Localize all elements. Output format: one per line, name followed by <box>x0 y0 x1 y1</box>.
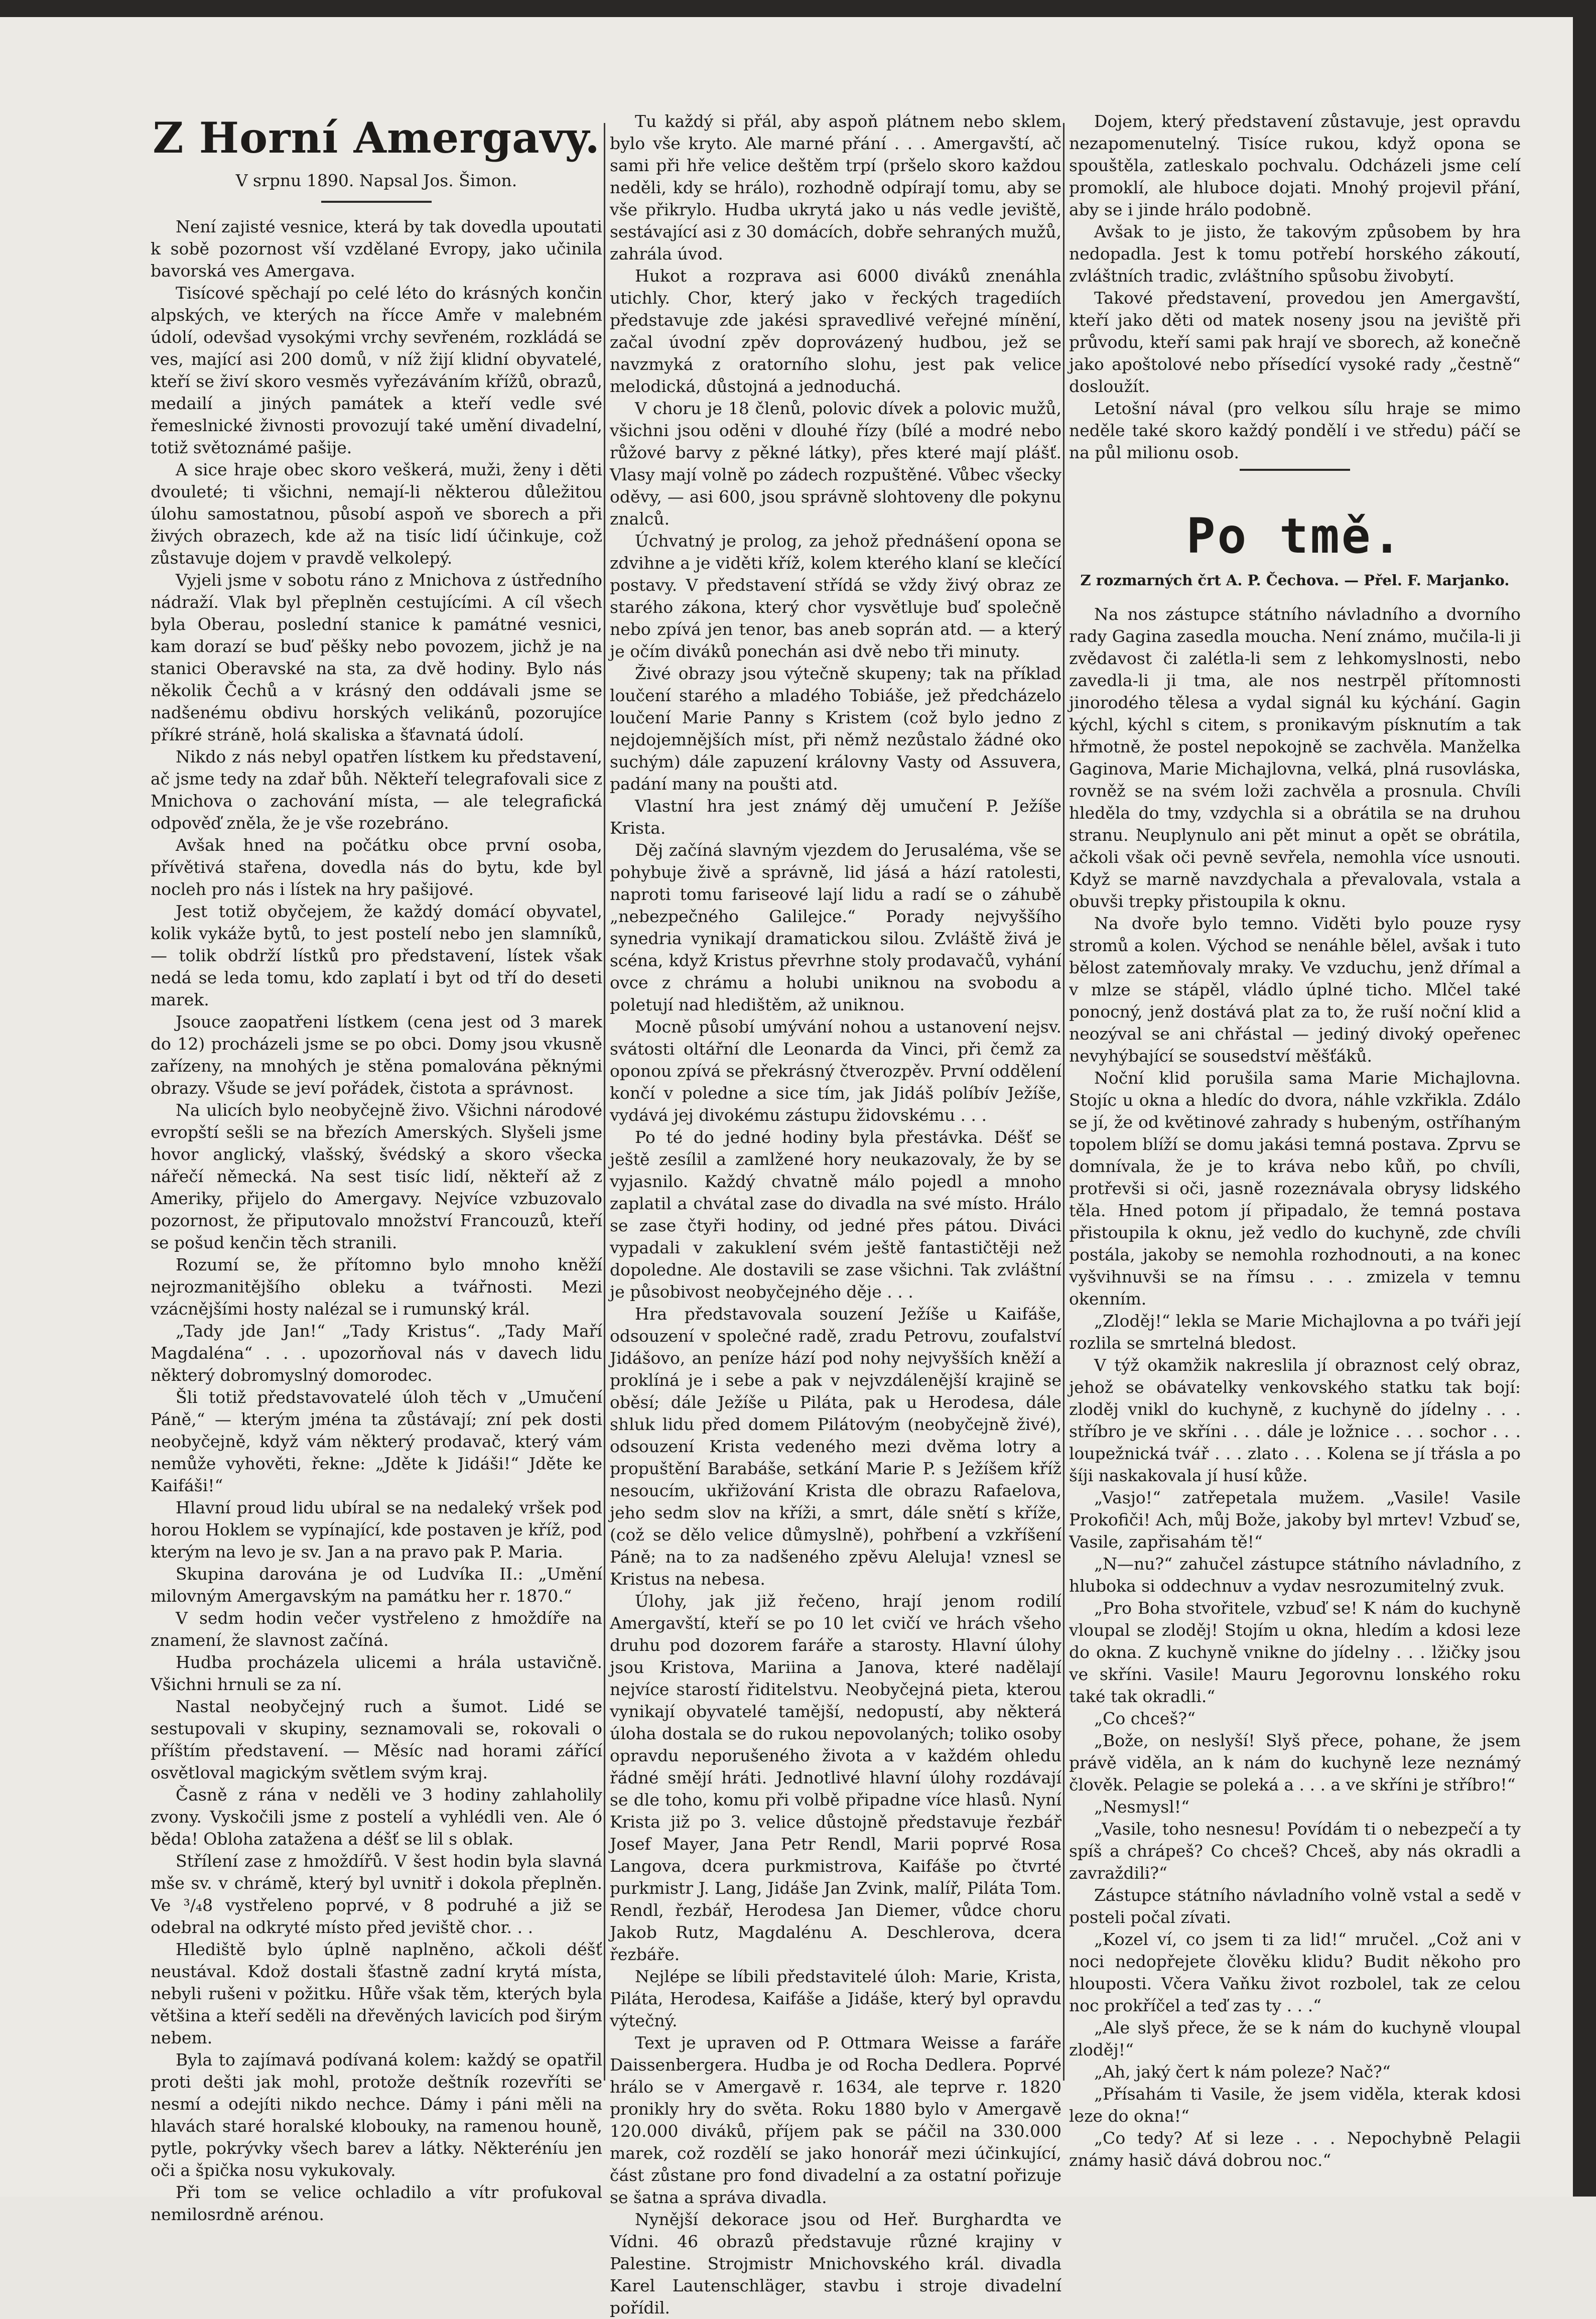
article-title: Z Horní Amergavy. <box>153 113 600 163</box>
paragraph: „Vasjo!“ zatřepetala mužem. „Vasile! Vasile Prokofiči! Ach, můj Bože, jakoby byl mrtev! Vzbuď se, Vasile, zapřisahám tě!“ <box>1069 1488 1521 1552</box>
paragraph: Dojem, který představení zůstavuje, jest opravdu nezapomenutelný. Tisíce rukou, když opona se spouštěla, zatleskalo pochvalu. Odcházeli jsme celí promoklí, ale hluboce dojati. Mnohý projevil přání, aby se i jinde hrálo podobně. <box>1069 111 1521 219</box>
article-byline: V srpnu 1890. Napsal Jos. Šimon. <box>235 171 517 190</box>
second-article-body <box>1069 603 1521 2171</box>
paragraph: V choru je 18 členů, polovic dívek a polovic mužů, všichni jsou oděni v dlouhé řízy (bílé a modré nebo růžové barvy z pěkné látky), přes které mají plášť. Vlasy mají volně po zádech rozpuštěné. Vůbec všecky oděvy, — asi 600, jsou správně slohtoveny dle pokynu znalců. <box>610 399 1061 529</box>
paragraph: Nejlépe se líbili představitelé úloh: Marie, Krista, Piláta, Herodesa, Kaifáše a Jidáše, který byl opravdu výtečný. <box>610 1967 1061 2030</box>
paragraph: Hukot a rozprava asi 6000 diváků znenáhla utichly. Chor, který jako v řeckých tragediích představuje zde jakési spravedlivé veřejné mínění, začal úvodní zpěv doprovázený hudbou, jež se navzmyká z oratorního slohu, jest pak velice melodická, důstojná a jednoduchá. <box>610 266 1061 396</box>
paragraph: „Bože, on neslyší! Slyš přece, pohane, že jsem právě viděla, an k nám do kuchyně leze neznámý člověk. Pelagie se poleká a . . . a ve skříni je stříbro!“ <box>1069 1731 1521 1794</box>
paragraph: Takové představení, provedou jen Amergavští, kteří jako děti od matek noseny jsou na jeviště při průvodu, kteří sami pak hrají ve sborech, až konečně jako apoštolové nebo přísedící vysoké rady „čestně“ dosloužít. <box>1069 288 1521 396</box>
paragraph: Úlohy, jak již řečeno, hrají jenom rodilí Amergavští, kteří se po 10 let cvičí ve hrách všeho druhu pod dozorem faráře a starosty. Hlavní úlohy jsou Kristova, Mariina a Janova, které nadělají nejvíce starostí řiditelstvu. Neobyčejná pieta, kterou vynikají obyvatelé tamější, nedopustí, aby některá úloha dostala se do rukou nepovolaných; toliko osoby opravdu neporušeného života a v každém ohledu řádné smějí hráti. Jednotlivé hlavní úlohy rozdávají se dle toho, komu při volbě připadne více hlasů. Nyní Krista již po 3. velice důstojně představuje řezbář Josef Mayer, Jana Petr Rendl, Marii poprvé Rosa Langova, dcera purkmistrova, Kaifáše po čtvrté purkmistr J. Lang, Jidáše Jan Zvink, malíř, Piláta Tom. Rendl, řezbář, Herodesa Jan Diemer, vůdce choru Jakob Rutz, Magdalénu A. Deschlerova, dcera řezbáře. <box>610 1591 1061 1964</box>
paragraph: „Pro Boha stvořitele, vzbuď se! K nám do kuchyně vloupal se zloděj! Stojím u okna, hledím a kdosi leze do okna. Z kuchyně vnikne do jídelny . . . lžičky jsou ve skříni. Vasile! Mauru Jegorovnu lonského roku také tak okradli.“ <box>1069 1598 1521 1706</box>
scan-border-top <box>0 0 1596 17</box>
article-body <box>151 216 602 2226</box>
paragraph: Nikdo z nás nebyl opatřen lístkem ku představení, ač jsme tedy na zdař bůh. Někteří telegrafovali sice z Mnichova o zachování místa, — ale telegrafická odpověď zněla, že je vše rozebráno. <box>151 747 602 833</box>
paragraph: Hlavní proud lidu ubíral se na nedaleký vršek pod horou Hoklem se vypínající, kde postaven je kříž, pod kterým na levo je sv. Jan a na pravo pak P. Maria. <box>151 1498 602 1562</box>
paragraph: Šli totiž představovatelé úloh těch v „Umučení Páně,“ — kterým jména ta zůstávají; zní pek dosti neobyčejně, když vám některý prodavač, který vám nemůže vyhověti, řekne: „Jděte k Jidáši!“ Jděte ke Kaifáši!“ <box>151 1387 602 1495</box>
paragraph: Na ulicích bylo neobyčejně živo. Všichni národové evropští sešli se na březích Amerských. Slyšeli jsme hovor anglický, vlašský, švédský a skoro všecka nářečí německá. Na sest tisíc lidí, někteří až z Ameriky, přijelo do Amergavy. Nejvíce vzbuzovalo pozornost, že připutovalo množství Francouzů, kteří se pošud kenčin těch stranili. <box>151 1100 602 1252</box>
paragraph: Zástupce státního návladního volně vstal a sedě v posteli počal zívati. <box>1069 1885 1521 1927</box>
paragraph: „Vasile, toho nesnesu! Povídám ti o nebezpečí a ty spíš a chrápeš? Co chceš? Chceš, aby nás okradli a zavraždili?“ <box>1069 1819 1521 1883</box>
second-article-byline: Z rozmarných črt A. P. Čechova. — Přel. F. Marjanko. <box>1080 572 1510 589</box>
paragraph: „Co chceš?“ <box>1094 1709 1195 1728</box>
paragraph: Vyjeli jsme v sobotu ráno z Mnichova z ústředního nádraží. Vlak byl přeplněn cestujícími. A cíl všech byla Oberau, poslední stanice k památné vesnici, kam dorazí se buď pěšky nebo povozem, jichž je na stanici Oberavské na sta, za dvě hodiny. Bylo nás několik Čechů a v krásný den oddávali jsme se nadšenému obdivu horských velikánů, pozorujíce příkré stráně, holá skaliska a šťavnatá údolí. <box>151 570 602 744</box>
paragraph: Nastal neobyčejný ruch a šumot. Lidé se sestupovali v skupiny, seznamovali se, rokovali o příštím představení. — Měsíc nad horami zářící osvětloval magickým světlem svým kraj. <box>151 1697 602 1782</box>
paragraph: Byla to zajímavá podívaná kolem: každý se opatřil proti dešti jak mohl, protože deštník rozevříti se nesmí a odejíti nikdo nechce. Dámy i páni měli na hlavách staré horalské klobouky, na ramenou houně, pytle, pokrývky všech barev a látky. Některéníu jen oči a špička nosu vykukovaly. <box>151 2050 602 2180</box>
paragraph: Po té do jedné hodiny byla přestávka. Déšť se ještě zesílil a zamlžené hory neukazovaly, že by se vyjasnilo. Každý chvatně málo pojedl a mnoho zaplatil a chvátal zase do divadla na své místo. Hrálo se zase čtyři hodiny, od jedné přes pátou. Diváci vypadali v zakuklení svém ještě fantastičtěji než dopoledne. Ale dostavili se zase všichni. Tak zvláštní je působivost neobyčejného děje . . . <box>610 1127 1061 1302</box>
paragraph: Není zajisté vesnice, která by tak dovedla upoutati k sobě pozornost vší vzdělané Evropy, jako učinila bavorská ves Amergava. <box>151 217 602 281</box>
article-body-continued <box>610 110 1061 2319</box>
paragraph: Avšak hned na počátku obce první osoba, přívětivá stařena, dovedla nás do bytu, kde byl nocleh pro nás i lístek na hry pašijové. <box>151 835 602 899</box>
article-divider <box>1240 469 1350 471</box>
column-1 <box>151 110 602 2224</box>
paragraph: Na dvoře bylo temno. Viděti bylo pouze rysy stromů a kolen. Východ se nenáhle bělel, avšak i tuto bělost zatemňovaly mraky. Ve vzduchu, jenž dřímal a v mlze se stápěl, vládlo úplné ticho. Mlčel také ponocný, jenž dostává plat za to, že ruší noční klid a neozýval se ani chřástal — jediný divoký opeřenec nevyhýbající se sousedství měšťáků. <box>1069 914 1521 1066</box>
scan-border-right <box>1573 0 1596 2197</box>
paragraph: Při tom se velice ochladilo a vítr profukoval nemilosrdně arénou. <box>151 2182 602 2224</box>
paragraph: „Ale slyš přece, že se k nám do kuchyně vloupal zloděj!“ <box>1069 2018 1521 2059</box>
paragraph: Živé obrazy jsou výtečně skupeny; tak na příklad loučení starého a mladého Tobiáše, jež předcházelo loučení Marie Panny s Kristem (což bylo jedno z nejdojemnějších míst, při němž nezůstalo žádné oko suchým) dále zapuzení královny Vasty od Assuvera, padání many na poušti atd. <box>610 664 1061 794</box>
second-article-title: Po tmě. <box>1186 508 1404 564</box>
paragraph: Úchvatný je prolog, za jehož přednášení opona se zdvihne a je viděti kříž, kolem kterého klaní se klečící postavy. V představení střídá se vždy živý obraz ze starého zákona, který chor vysvětluje buď společně nebo zpívá jen tenor, bas aneb soprán atd. — a který je očím diváků ponechán asi dvě nebo tři minuty. <box>610 531 1061 661</box>
paragraph: Hra představovala souzení Ježíše u Kaifáše, odsouzení v společné radě, zradu Petrovu, zoufalství Jidášovo, an peníze hází pod nohy nejvyšších kněží a proklíná je i sebe a pak v nejvzdálenější krajině se oběsí; dále Ježíše u Piláta, pak u Herodesa, dále shluk lidu před domem Pilátovým (neobyčejně živé), odsouzení Krista vedeného mezi dvěma lotry a propuštění Barabáše, setkání Marie P. s Ježíšem kříž nesoucím, ukřižování Krista dle obrazu Rafaelova, jeho sedm slov na kříži, a smrt, dále snětí s kříže, (což se dělo velice důmyslně), pohřbení a vzkříšení Páně; na to za nadšeného zpěvu Aleluja! vznesl se Kristus na nebesa. <box>610 1304 1061 1589</box>
paragraph: Skupina darována je od Ludvíka II.: „Umění milovným Amergavským na památku her r. 1870.“ <box>151 1564 602 1606</box>
paragraph: „N—nu?“ zahučel zástupce státního návladního, z hluboka si oddechnuv a vydav nesrozumitelný zvuk. <box>1069 1554 1521 1596</box>
paragraph: Rozumí se, že přítomno bylo mnoho kněží nejrozmanitějšího obleku a tvářnosti. Mezi vzácnějšími hosty nalézal se i rumunský král. <box>151 1255 602 1319</box>
title-divider <box>321 201 432 203</box>
paragraph: Mocně působí umývání nohou a ustanovení nejsv. svátosti oltářní dle Leonarda da Vinci, při čemž za oponou zpívá se překrásný čtverozpěv. První oddělení končí v poledne a sice tím, jak Jidáš políbív Ježíše, vydává jej divokému zástupu židovskému . . . <box>610 1017 1061 1125</box>
paragraph: Děj začíná slavným vjezdem do Jerusaléma, vše se pohybuje živě a správně, lid jásá a hází ratolesti, naproti tomu fariseové lají lidu a radí se o záhubě „nebezpečného Galilejce.“ Porady nejvyššího synedria vynikají dramatickou silou. Zvláště živá je scéna, když Kristus převrhne stoly prodavačů, vyhání ovce z chrámu a holubi uniknou na svobodu a poletují nad hledištěm, až uniknou. <box>610 840 1061 1014</box>
paragraph: Nynější dekorace jsou od Heř. Burghardta ve Vídni. 46 obrazů představuje různé krajiny v Palestine. Strojmistr Mnichovského král. divadla Karel Lautenschläger, stavbu i stroje divadelní pořídil. <box>610 2210 1061 2317</box>
paragraph: Jsouce zaopatřeni lístkem (cena jest od 3 marek do 12) procházeli jsme se po obci. Domy jsou vkusně zařízeny, na mnohých je stěna pomalována pěknými obrazy. Všude se jeví pořádek, čistota a správnost. <box>151 1012 602 1098</box>
column-3 <box>1069 110 1521 2170</box>
paragraph: „Nesmysl!“ <box>1094 1797 1189 1817</box>
paragraph: „Tady jde Jan!“ „Tady Kristus“. „Tady Maří Magdaléna“ . . . upozorňoval nás v davech lidu některý dobromyslný domorodec. <box>151 1321 602 1385</box>
paragraph: Střílení zase z hmoždířů. V šest hodin byla slavná mše sv. v chrámě, který byl uvnitř i dokola přeplněn. Ve ³/₄8 vystřeleno poprvé, v 8 podruhé a již se odebral na odkryté místo před jeviště chor. . . <box>151 1851 602 1937</box>
paragraph: „Přísahám ti Vasile, že jsem viděla, kterak kdosi leze do okna!“ <box>1069 2084 1521 2126</box>
paragraph: Noční klid porušila sama Marie Michajlovna. Stojíc u okna a hledíc do dvora, náhle vzkřikla. Zdálo se jí, že od květinové zahrady s hubeným, ostříhaným topolem blíží se domu jakási temná postava. Zprvu se domnívala, že je to kráva nebo kůň, po chvíli, protřevši si oči, jasně rozeznávala obrysy lidského těla. Hned potom jí připadalo, že temná postava přistoupila k oknu, jež vedlo do kuchyně, zde chvíli postála, jakoby se nemohla rozhodnouti, a na konec vyšvihnuvši se na římsu . . . zmizela v temnu okenním. <box>1069 1068 1521 1309</box>
column-rule-left <box>604 123 605 2081</box>
paragraph: Jest totiž obyčejem, že každý domácí obyvatel, kolik vykáže bytů, to jest postelí nebo jen slamníků, — tolik obdrží lístků pro představení, lístek však nedá se leda tomu, kdo zaplatí i byt od tří do deseti marek. <box>151 901 602 1009</box>
paragraph: Hlediště bylo úplně naplněno, ačkoli déšť neustával. Kdož dostali šťastně zadní krytá místa, nebyli rušeni v požitku. Hůře však těm, kterých byla většina a kteří seděli na dřevěných lavicích pod širým nebem. <box>151 1940 602 2047</box>
paragraph: „Zloděj!“ lekla se Marie Michajlovna a po tváři její rozlila se smrtelná bledost. <box>1069 1311 1521 1353</box>
paragraph: Letošní nával (pro velkou sílu hraje se mimo neděle také skoro každý pondělí i ve středu) páčí se na půl milionu osob. <box>1069 399 1521 462</box>
paragraph: Hudba procházela ulicemi a hrála ustavičně. Všichni hrnuli se za ní. <box>151 1652 602 1694</box>
paragraph: Avšak to je jisto, že takovým způsobem by hra nedopadla. Jest k tomu potřebí horského zákoutí, zvláštních tradic, zvláštního spůsobu živobytí. <box>1069 222 1521 286</box>
paragraph: Časně z rána v neděli ve 3 hodiny zahlaholily zvony. Vyskočili jsme z postelí a vyhlédli ven. Ale ó běda! Obloha zatažena a déšť se lil s oblak. <box>151 1785 602 1849</box>
paragraph: Text je upraven od P. Ottmara Weisse a faráře Daissenbergera. Hudba je od Rocha Dedlera. Poprvé hrálo se v Amergavě r. 1634, ale teprve r. 1820 pronikly hry do světa. Roku 1880 bylo v Amergavě 120.000 diváků, příjem pak se páčil na 330.000 marek, což rozdělí se jako honorář mezi účinkující, část zůstane pro fond divadelní a za ostatní pořizuje se šatna a správa divadla. <box>610 2033 1061 2207</box>
paragraph: Na nos zástupce státního návladního a dvorního rady Gagina zasedla moucha. Není známo, mučila-li ji zvědavost či zalétla-li sem z lehkomyslnosti, nebo zavedla-li ji tma, ale nos nestrpěl přítomnosti jinorodého tělesa a vydal signál ku kýchání. Gagin kýchl, kýchl s citem, s pronikavým písknutím a tak hřmotně, že postel nepokojně se zachvěla. Manželka Gaginova, Marie Michajlovna, velká, plná rusovláska, rovněž se na svém loži zachvěla a prosnula. Chvíli hleděla do tmy, vzdychla si a obrátila se na druhou stranu. Neuplynulo ani pět minut a opět se obrátila, ačkoli však oči pevně sevřela, nemohla více usnouti. Když se marně navzdychala a převalovala, vstala a obuvši trepky přistoupila k oknu. <box>1069 604 1521 911</box>
paragraph: V sedm hodin večer vystřeleno z hmoždíře na znamení, že slavnost začíná. <box>151 1608 602 1650</box>
paragraph: V týž okamžik nakreslila jí obraznost celý obraz, jehož se obávatelky venkovského statku tak bojí: zloděj vnikl do kuchyně, z kuchyně do jídelny . . . stříbro je ve skříni . . . dále je ložnice . . . sochor . . . loupežnická tvář . . . zlato . . . Kolena se jí třásla a po šíji naskakovala jí husí kůže. <box>1069 1355 1521 1485</box>
paragraph: Tu každý si přál, aby aspoň plátnem nebo sklem bylo vše kryto. Ale marné přání . . . Amergavští, ač sami při hře velice deštěm trpí (pršelo skoro každou neděli, kdy se hrálo), rozhodně odpírají tomu, aby se vše přikrylo. Hudba ukrytá jako u nás vedle jeviště, sestávající asi z 30 domácích, dobře sehraných mužů, zahrála úvod. <box>610 111 1061 264</box>
paragraph: „Co tedy? Ať si leze . . . Nepochybně Pelagii známy hasič dává dobrou noc.“ <box>1069 2128 1521 2170</box>
paragraph: Tisícové spěchají po celé léto do krásných končin alpských, ve kterých na řícce Amře v malebném údolí, odevšad vysokými vrchy sevřeném, rozkládá se ves, mající asi 200 domů, v níž žijí klidní obyvatelé, kteří se živí skoro vesměs vyřezáváním křížů, obrazů, medailí a jiných památek a kteří vedle své řemeslnické živnosti provozují také umění divadelní, totiž světoznámé pašije. <box>151 283 602 457</box>
paragraph: A sice hraje obec skoro veškerá, muži, ženy i děti dvouleté; ti všichni, nemají-li některou důležitou úlohu samostatnou, působí aspoň ve sborech a při živých obrazech, kde až na tisíc lidí účinkuje, což zůstavuje dojem v pravdě velkolepý. <box>151 460 602 568</box>
column-rule-right <box>1063 123 1065 2081</box>
column-2 <box>610 110 1061 2317</box>
paragraph: Vlastní hra jest známý děj umučení P. Ježíše Krista. <box>610 796 1061 838</box>
paragraph: „Ah, jaký čert k nám poleze? Nač?“ <box>1094 2062 1391 2082</box>
paragraph: „Kozel ví, co jsem ti za lid!“ mručel. „Což ani v noci nedopřejete člověku klidu? Budit někoho pro hlouposti. Včera Vaňku život rozbolel, tak ze celou noc prokříčel a teď zas ty . . .“ <box>1069 1929 1521 2015</box>
article-body-continued-2 <box>1069 110 1521 464</box>
